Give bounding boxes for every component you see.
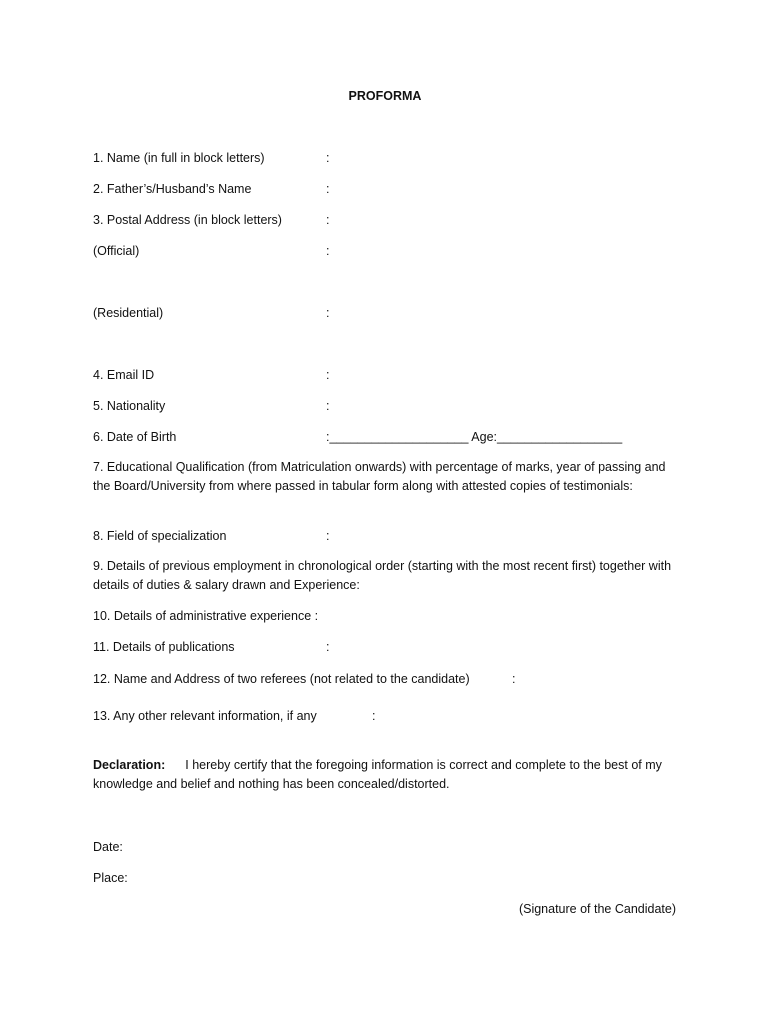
employment-text: 9. Details of previous employment in chronological order (starting with the most recent first) together with details of duties & salary drawn and Experience: — [93, 559, 672, 592]
nationality-colon: : — [326, 399, 330, 413]
other-info-colon: : — [372, 709, 376, 723]
dob-label: 6. Date of Birth — [93, 430, 177, 444]
postal-address-label: 3. Postal Address (in block letters) — [93, 213, 282, 227]
specialization-label: 8. Field of specialization — [93, 529, 227, 543]
email-label: 4. Email ID — [93, 368, 155, 382]
date-label: Date: — [93, 840, 123, 854]
education-text: 7. Educational Qualification (from Matriculation onwards) with percentage of marks, year of passing and the Board/University from where passed in tabular form along with attested copies of testimonials: — [93, 460, 666, 493]
publications-colon: : — [326, 640, 330, 654]
nationality-label: 5. Nationality — [93, 399, 166, 413]
father-colon: : — [326, 182, 330, 196]
email-colon: : — [326, 368, 330, 382]
publications-label: 11. Details of publications — [93, 640, 235, 654]
referees-label: 12. Name and Address of two referees (not related to the candidate) — [93, 672, 470, 686]
specialization-colon: : — [326, 529, 330, 543]
referees-colon: : — [512, 672, 516, 686]
residential-address-colon: : — [326, 306, 330, 320]
declaration-heading: Declaration: — [93, 758, 166, 772]
place-label: Place: — [93, 871, 128, 885]
postal-address-colon: : — [326, 213, 330, 227]
page-title: PROFORMA — [348, 89, 422, 103]
name-label: 1. Name (in full in block letters) — [93, 151, 265, 165]
other-info-label: 13. Any other relevant information, if any — [93, 709, 317, 723]
declaration-text: I hereby certify that the foregoing information is correct and complete to the best of my knowledge and belief and nothing has been concealed/distorted. — [93, 758, 662, 791]
residential-address-label: (Residential) — [93, 306, 164, 320]
dob-age-blanks: :____________________ Age:__________________ — [326, 430, 623, 444]
name-colon: : — [326, 151, 330, 165]
father-label: 2. Father’s/Husband’s Name — [93, 182, 252, 196]
admin-experience-label: 10. Details of administrative experience : — [93, 609, 319, 623]
official-address-colon: : — [326, 244, 330, 258]
declaration — [93, 756, 685, 794]
signature-label: (Signature of the Candidate) — [518, 902, 676, 916]
official-address-label: (Official) — [93, 244, 140, 258]
